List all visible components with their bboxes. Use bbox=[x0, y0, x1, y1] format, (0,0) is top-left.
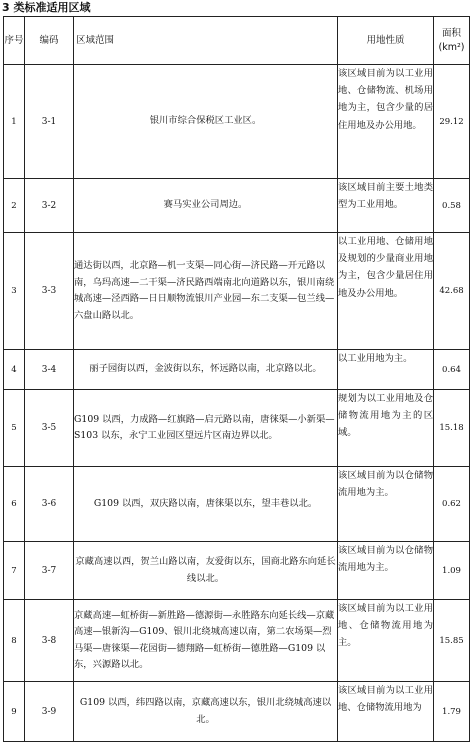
cell-area: 0.58 bbox=[434, 179, 470, 233]
cell-area: 42.68 bbox=[434, 233, 470, 350]
cell-area: 29.12 bbox=[434, 65, 470, 179]
cell-range: G109 以西，双庆路以南，唐徕渠以东，望丰巷以北。 bbox=[74, 467, 338, 542]
cell-area: 1.79 bbox=[434, 682, 470, 742]
cell-code: 3-1 bbox=[25, 65, 74, 179]
cell-area: 15.18 bbox=[434, 390, 470, 467]
cell-use: 该区域目前为以工业用地、仓储物流用地为主。 bbox=[338, 600, 434, 682]
cell-use: 该区域目前主要土地类型为工业用地。 bbox=[338, 179, 434, 233]
cell-no: 2 bbox=[4, 179, 25, 233]
cell-range: 银川市综合保税区工业区。 bbox=[74, 65, 338, 179]
table-header-row bbox=[4, 17, 470, 65]
section-title: 3 类标准适用区域 bbox=[2, 1, 91, 14]
table-row bbox=[4, 350, 470, 390]
cell-no: 5 bbox=[4, 390, 25, 467]
cell-range: G109 以西，力成路—红旗路—启元路以南，唐徕渠—小新渠—S103 以东，永宁工业园区望远片区南边界以北。 bbox=[74, 390, 338, 467]
cell-code: 3-5 bbox=[25, 390, 74, 467]
cell-no: 4 bbox=[4, 350, 25, 390]
cell-range: G109 以西，纬四路以南，京藏高速以东，银川北绕城高速以北。 bbox=[74, 682, 338, 742]
cell-range: 京藏高速以西，贺兰山路以南，友爱街以东，国商北路东向延长线以北。 bbox=[74, 542, 338, 600]
table-row bbox=[4, 542, 470, 600]
cell-use: 以工业用地为主。 bbox=[338, 350, 434, 390]
header-area bbox=[434, 17, 470, 65]
cell-range: 丽子园街以西，金波街以东，怀远路以南，北京路以北。 bbox=[74, 350, 338, 390]
cell-range: 京藏高速—虹桥街—新胜路—德源街—永胜路东向延长线—京藏高速—银新沟—G109、银川北绕城高速以南，第二农场渠—烈马渠—唐徕渠—花园街—德翔路—虹桥街—德胜路—G109 以东，兴源路以北。 bbox=[74, 600, 338, 682]
header-range: 区域范围 bbox=[74, 17, 338, 65]
cell-code: 3-2 bbox=[25, 179, 74, 233]
cell-use: 该区域目前为以工业用地、仓储物流用地为 bbox=[338, 682, 434, 742]
cell-no: 3 bbox=[4, 233, 25, 350]
cell-area: 15.85 bbox=[434, 600, 470, 682]
cell-code: 3-4 bbox=[25, 350, 74, 390]
table-row bbox=[4, 467, 470, 542]
cell-use: 规划为以工业用地及仓储物流用地为主的区域。 bbox=[338, 390, 434, 467]
table-row bbox=[4, 682, 470, 742]
header-use: 用地性质 bbox=[338, 17, 434, 65]
cell-code: 3-3 bbox=[25, 233, 74, 350]
table-row bbox=[4, 233, 470, 350]
cell-use: 该区域目前为以工业用地、仓储物流、机场用地为主，包含少量的居住用地及办公用地。 bbox=[338, 65, 434, 179]
cell-code: 3-9 bbox=[25, 682, 74, 742]
cell-no: 9 bbox=[4, 682, 25, 742]
cell-no: 8 bbox=[4, 600, 25, 682]
zone-table bbox=[3, 16, 470, 742]
cell-no: 7 bbox=[4, 542, 25, 600]
cell-code: 3-8 bbox=[25, 600, 74, 682]
cell-no: 6 bbox=[4, 467, 25, 542]
cell-no: 1 bbox=[4, 65, 25, 179]
cell-range: 通达街以西，北京路—机一支渠—同心街—济民路—开元路以南，乌玛高速—二干渠—济民路西端南北向道路以东，银川南绕城高速—泾西路—日日顺物流银川产业园—东二支渠—包兰线—六盘山路以北。 bbox=[74, 233, 338, 350]
table-row bbox=[4, 600, 470, 682]
cell-area: 0.62 bbox=[434, 467, 470, 542]
table-row bbox=[4, 179, 470, 233]
cell-area: 1.09 bbox=[434, 542, 470, 600]
header-area-line1: 面积 bbox=[441, 27, 461, 39]
header-no: 序号 bbox=[4, 17, 25, 65]
table-row bbox=[4, 65, 470, 179]
header-code: 编码 bbox=[25, 17, 74, 65]
table-row bbox=[4, 390, 470, 467]
cell-code: 3-7 bbox=[25, 542, 74, 600]
cell-code: 3-6 bbox=[25, 467, 74, 542]
cell-use: 该区域目前为以仓储物流用地为主。 bbox=[338, 467, 434, 542]
cell-use: 该区域目前为以仓储物流用地为主。 bbox=[338, 542, 434, 600]
header-area-line2: (km²) bbox=[438, 41, 465, 53]
cell-area: 0.64 bbox=[434, 350, 470, 390]
cell-use: 以工业用地、仓储用地及规划的少量商业用地为主，包含少量居住用地及办公用地。 bbox=[338, 233, 434, 350]
cell-range: 赛马实业公司周边。 bbox=[74, 179, 338, 233]
